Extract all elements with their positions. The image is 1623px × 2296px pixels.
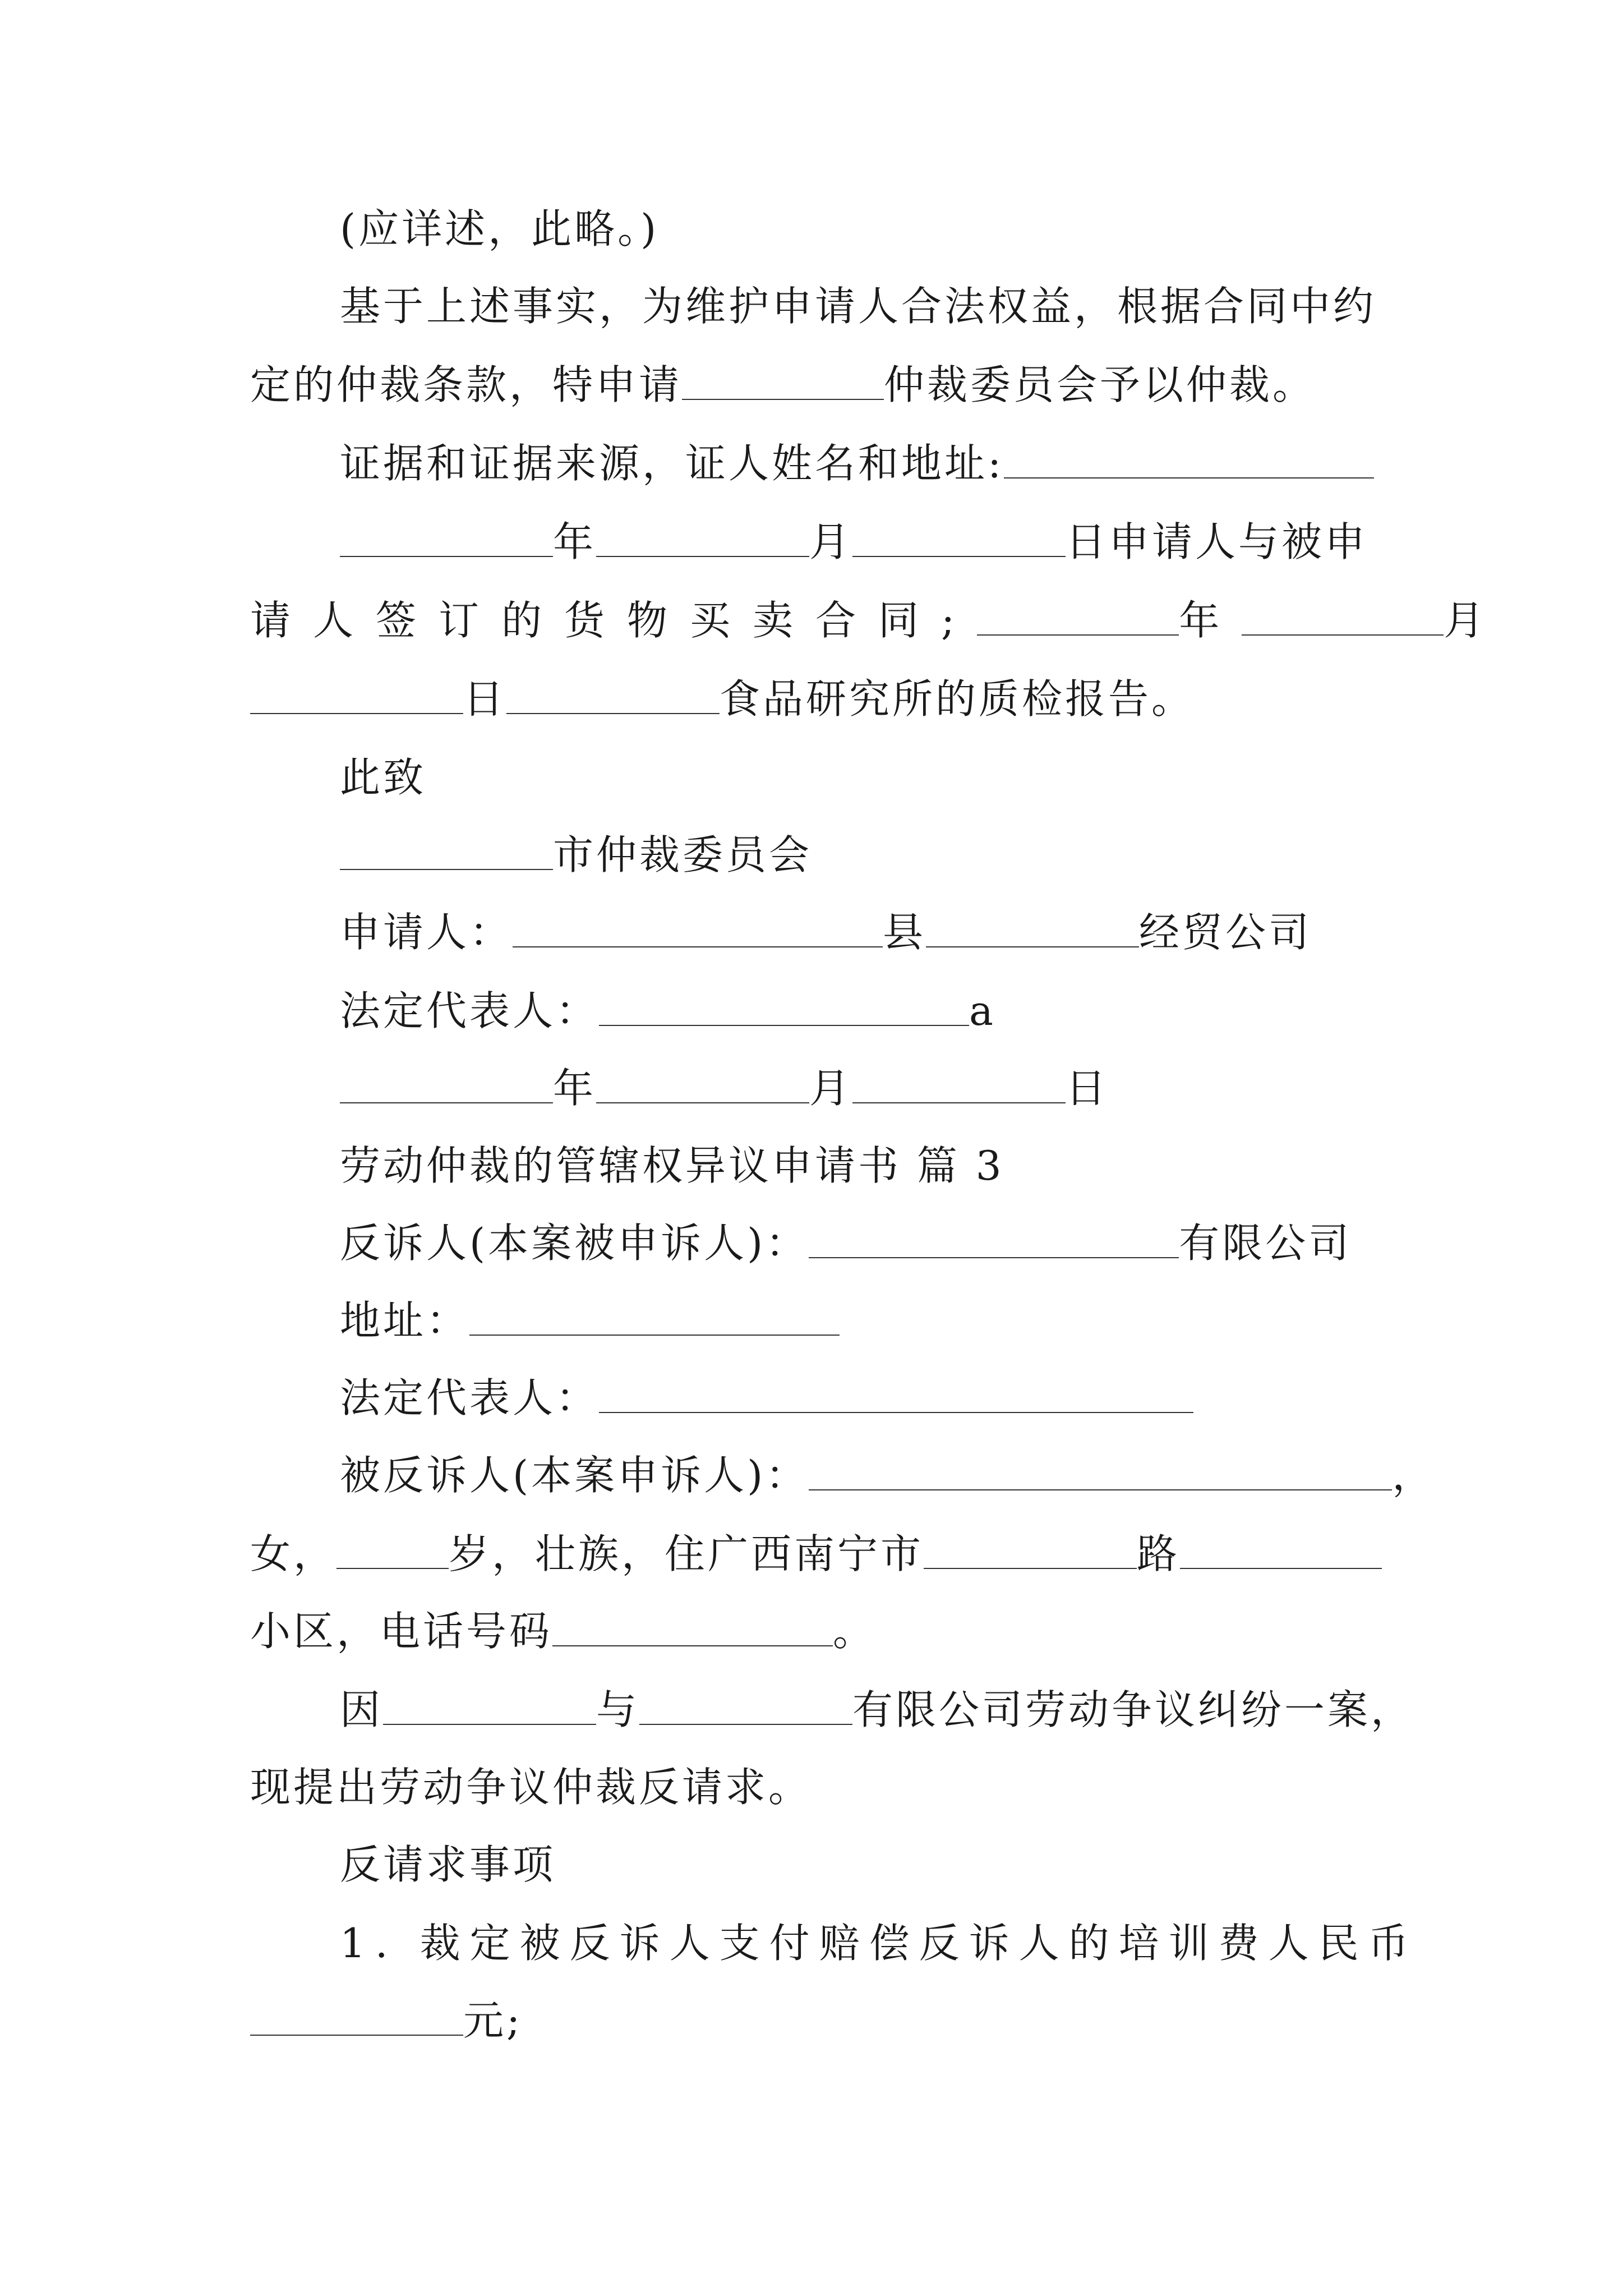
text: 地址： [340, 1297, 470, 1344]
text: 因 [340, 1686, 384, 1733]
text: 请人签订的货物买卖合同; [250, 597, 978, 644]
address-line [340, 1297, 840, 1344]
legal-rep-line-2 [340, 1374, 1193, 1421]
text: 县 [883, 909, 926, 956]
blank-field [1180, 1534, 1382, 1569]
text: (应详述，此略。) [340, 205, 660, 252]
blank-field [809, 1456, 1392, 1490]
text: 法定代表人： [340, 1374, 600, 1421]
text: 与 [596, 1686, 640, 1733]
counterclaim-item-1 [340, 1920, 1418, 1967]
text: 反请求事项 [340, 1841, 556, 1888]
text: 日 [1066, 1065, 1109, 1112]
blank-field [250, 679, 463, 714]
text: 月 [1444, 597, 1507, 644]
counterclaim-heading [340, 1841, 556, 1888]
paragraph-omitted-note [340, 205, 660, 252]
blank-field [340, 522, 553, 557]
text: 此致 [340, 754, 427, 801]
paragraph-facts-basis-line1 [340, 283, 1377, 330]
blank-field [809, 1223, 1179, 1258]
text: 女， [250, 1530, 337, 1577]
dispute-line-2 [250, 1764, 812, 1811]
text: 市仲裁委员会 [553, 831, 813, 878]
text: 日 [463, 675, 507, 723]
text: 年 [553, 518, 597, 565]
blank-field [1242, 601, 1444, 636]
text: 食品研究所的质检报告。 [720, 675, 1195, 723]
paragraph-facts-basis-line2 [250, 361, 1316, 408]
text: 岁，壮族，住广西南宁市 [449, 1530, 924, 1577]
text: 年 [553, 1065, 597, 1112]
blank-field [596, 1069, 809, 1103]
text: 。 [833, 1608, 877, 1655]
salutation [340, 754, 427, 801]
applicant-line [340, 909, 1312, 956]
text: 基于上述事实，为维护申请人合法权益，根据合同中约 [340, 283, 1377, 330]
blank-field [513, 913, 883, 947]
text: 法定代表人： [340, 987, 600, 1034]
addressee [340, 831, 813, 878]
text: 月 [809, 518, 853, 565]
blank-field [852, 1069, 1066, 1103]
text: 元; [463, 1997, 523, 2044]
counterclaimant-line [340, 1220, 1352, 1267]
text: 定的仲裁条款，特申请 [250, 361, 683, 408]
blank-field [926, 913, 1139, 947]
blank-field [639, 1690, 852, 1725]
blank-field [599, 991, 969, 1026]
blank-field [250, 2001, 463, 2036]
text: 日申请人与被申 [1066, 518, 1368, 565]
legal-rep-line [340, 987, 996, 1034]
text: 劳动仲裁的管辖权异议申请书 篇 3 [340, 1142, 1004, 1189]
text: 有限公司劳动争议纠纷一案， [852, 1686, 1414, 1733]
paragraph-contract-line3 [250, 675, 1195, 723]
blank-field [469, 1301, 840, 1336]
text: 路 [1137, 1530, 1181, 1577]
paragraph-evidence [340, 440, 1374, 487]
paragraph-contract-line2 [250, 597, 1507, 644]
blank-field [506, 679, 720, 714]
counterclaim-item-1-line2 [250, 1997, 523, 2044]
respondent-line [340, 1452, 1436, 1499]
text: 现提出劳动争议仲裁反请求。 [250, 1764, 812, 1811]
respondent-details-line [250, 1530, 1382, 1577]
blank-field [852, 522, 1066, 557]
text: 仲裁委员会予以仲裁。 [884, 361, 1316, 408]
blank-field [1004, 444, 1374, 478]
blank-field [336, 1534, 449, 1569]
text: 经贸公司 [1139, 909, 1312, 956]
blank-field [383, 1690, 596, 1725]
text: ， [1392, 1452, 1436, 1499]
text: 证据和证据来源，证人姓名和地址: [340, 440, 1004, 487]
blank-field [340, 1069, 553, 1103]
text: 年 [1179, 597, 1242, 644]
blank-field [599, 1378, 1193, 1413]
blank-field [977, 601, 1179, 636]
text: 小区，电话号码 [250, 1608, 553, 1655]
section-heading [340, 1142, 1004, 1189]
text: 被反诉人(本案申诉人)： [340, 1452, 809, 1499]
text: 1. 裁定被反诉人支付赔偿反诉人的培训费人民币 [340, 1920, 1418, 1967]
text: a [969, 987, 996, 1034]
paragraph-contract-date [340, 518, 1368, 565]
blank-field [924, 1534, 1137, 1569]
blank-field [596, 522, 809, 557]
text: 申请人： [340, 909, 513, 956]
signature-date-line [340, 1065, 1109, 1112]
respondent-phone-line [250, 1608, 877, 1655]
blank-field [340, 835, 553, 870]
blank-field [552, 1612, 833, 1646]
text: 月 [809, 1065, 853, 1112]
text: 有限公司 [1179, 1220, 1352, 1267]
blank-field [682, 365, 884, 400]
dispute-line [340, 1686, 1414, 1733]
text: 反诉人(本案被申诉人)： [340, 1220, 809, 1267]
